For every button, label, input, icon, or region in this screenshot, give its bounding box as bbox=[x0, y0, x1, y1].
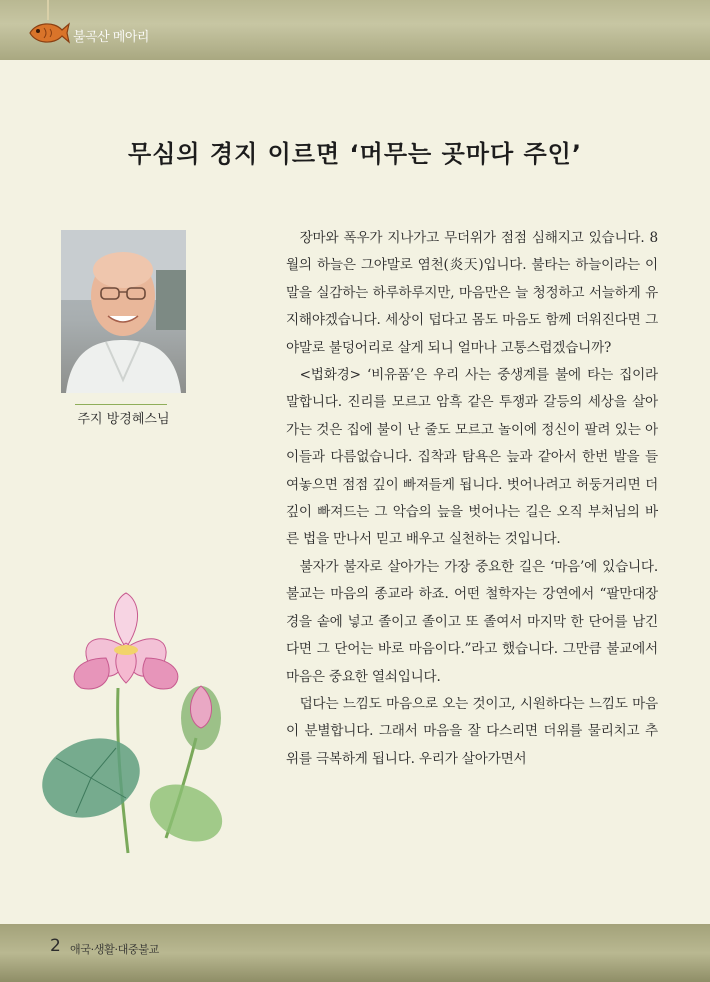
lotus-illustration bbox=[36, 588, 236, 858]
publication-label: 애국·생활·대중불교 bbox=[70, 943, 160, 956]
hanging-string bbox=[47, 0, 49, 20]
paragraph: <법화경> ‘비유품’은 우리 사는 중생계를 불에 타는 집이라 말합니다. 진리를 모르고 암흑 같은 투쟁과 갈등의 세상을 살아가는 것은 집에 불이 난 줄도 모르고 놀이에 정신이 팔려 있는 아이들과 다름없습니다. 집착과 탐욕은 늪과 같아서 한번 발을 들여놓으면 점점 깊이 빠져들게 됩니다. 벗어나려고 허둥거리면 더 깊이 빠져드는 그 악습의 늪을 벗어나는 길은 오직 부처님의 바른 법을 만나서 믿고 배우고 실천하는 것입니다. bbox=[286, 367, 658, 548]
author-photo bbox=[61, 230, 186, 393]
paragraph: 장마와 폭우가 지나가고 무더위가 점점 심해지고 있습니다. 8월의 하늘은 그야말로 염천(炎天)입니다. 불타는 하늘이라는 이 말을 실감하는 하루하루지만, 마음만은 늘 청정하고 서늘하게 유지해야겠습니다. 세상이 덥다고 몸도 마음도 함께 더워진다면 그야말로 불덩어리로 살게 되니 얼마나 고통스럽겠습니까? bbox=[286, 230, 658, 356]
paragraph: 불자가 불자로 살아가는 가장 중요한 길은 ‘마음’에 있습니다. 불교는 마음의 종교라 하죠. 어떤 철학자는 강연에서 “팔만대장경을 솥에 넣고 졸이고 졸이고 또 졸여서 마지막 한 단어를 남긴다면 그 단어는 바로 마음이다.”라고 했습니다. 그만큼 불교에서 마음은 중요한 열쇠입니다. bbox=[286, 558, 658, 685]
fish-icon bbox=[26, 20, 70, 46]
page-number: 2 bbox=[50, 936, 61, 956]
caption-divider bbox=[75, 404, 167, 405]
article-title: 무심의 경지 이르면 ‘머무는 곳마다 주인’ bbox=[128, 140, 582, 169]
author-caption: 주지 방경혜스님 bbox=[77, 412, 170, 427]
section-label: 불곡산 메아리 bbox=[73, 30, 149, 45]
paragraph: 덥다는 느낌도 마음으로 오는 것이고, 시원하다는 느낌도 마음이 분별합니다. 그래서 마음을 잘 다스리면 더위를 물리치고 추위를 극복하게 됩니다. 우리가 살아가면서 bbox=[286, 695, 658, 767]
article-body bbox=[286, 225, 658, 773]
